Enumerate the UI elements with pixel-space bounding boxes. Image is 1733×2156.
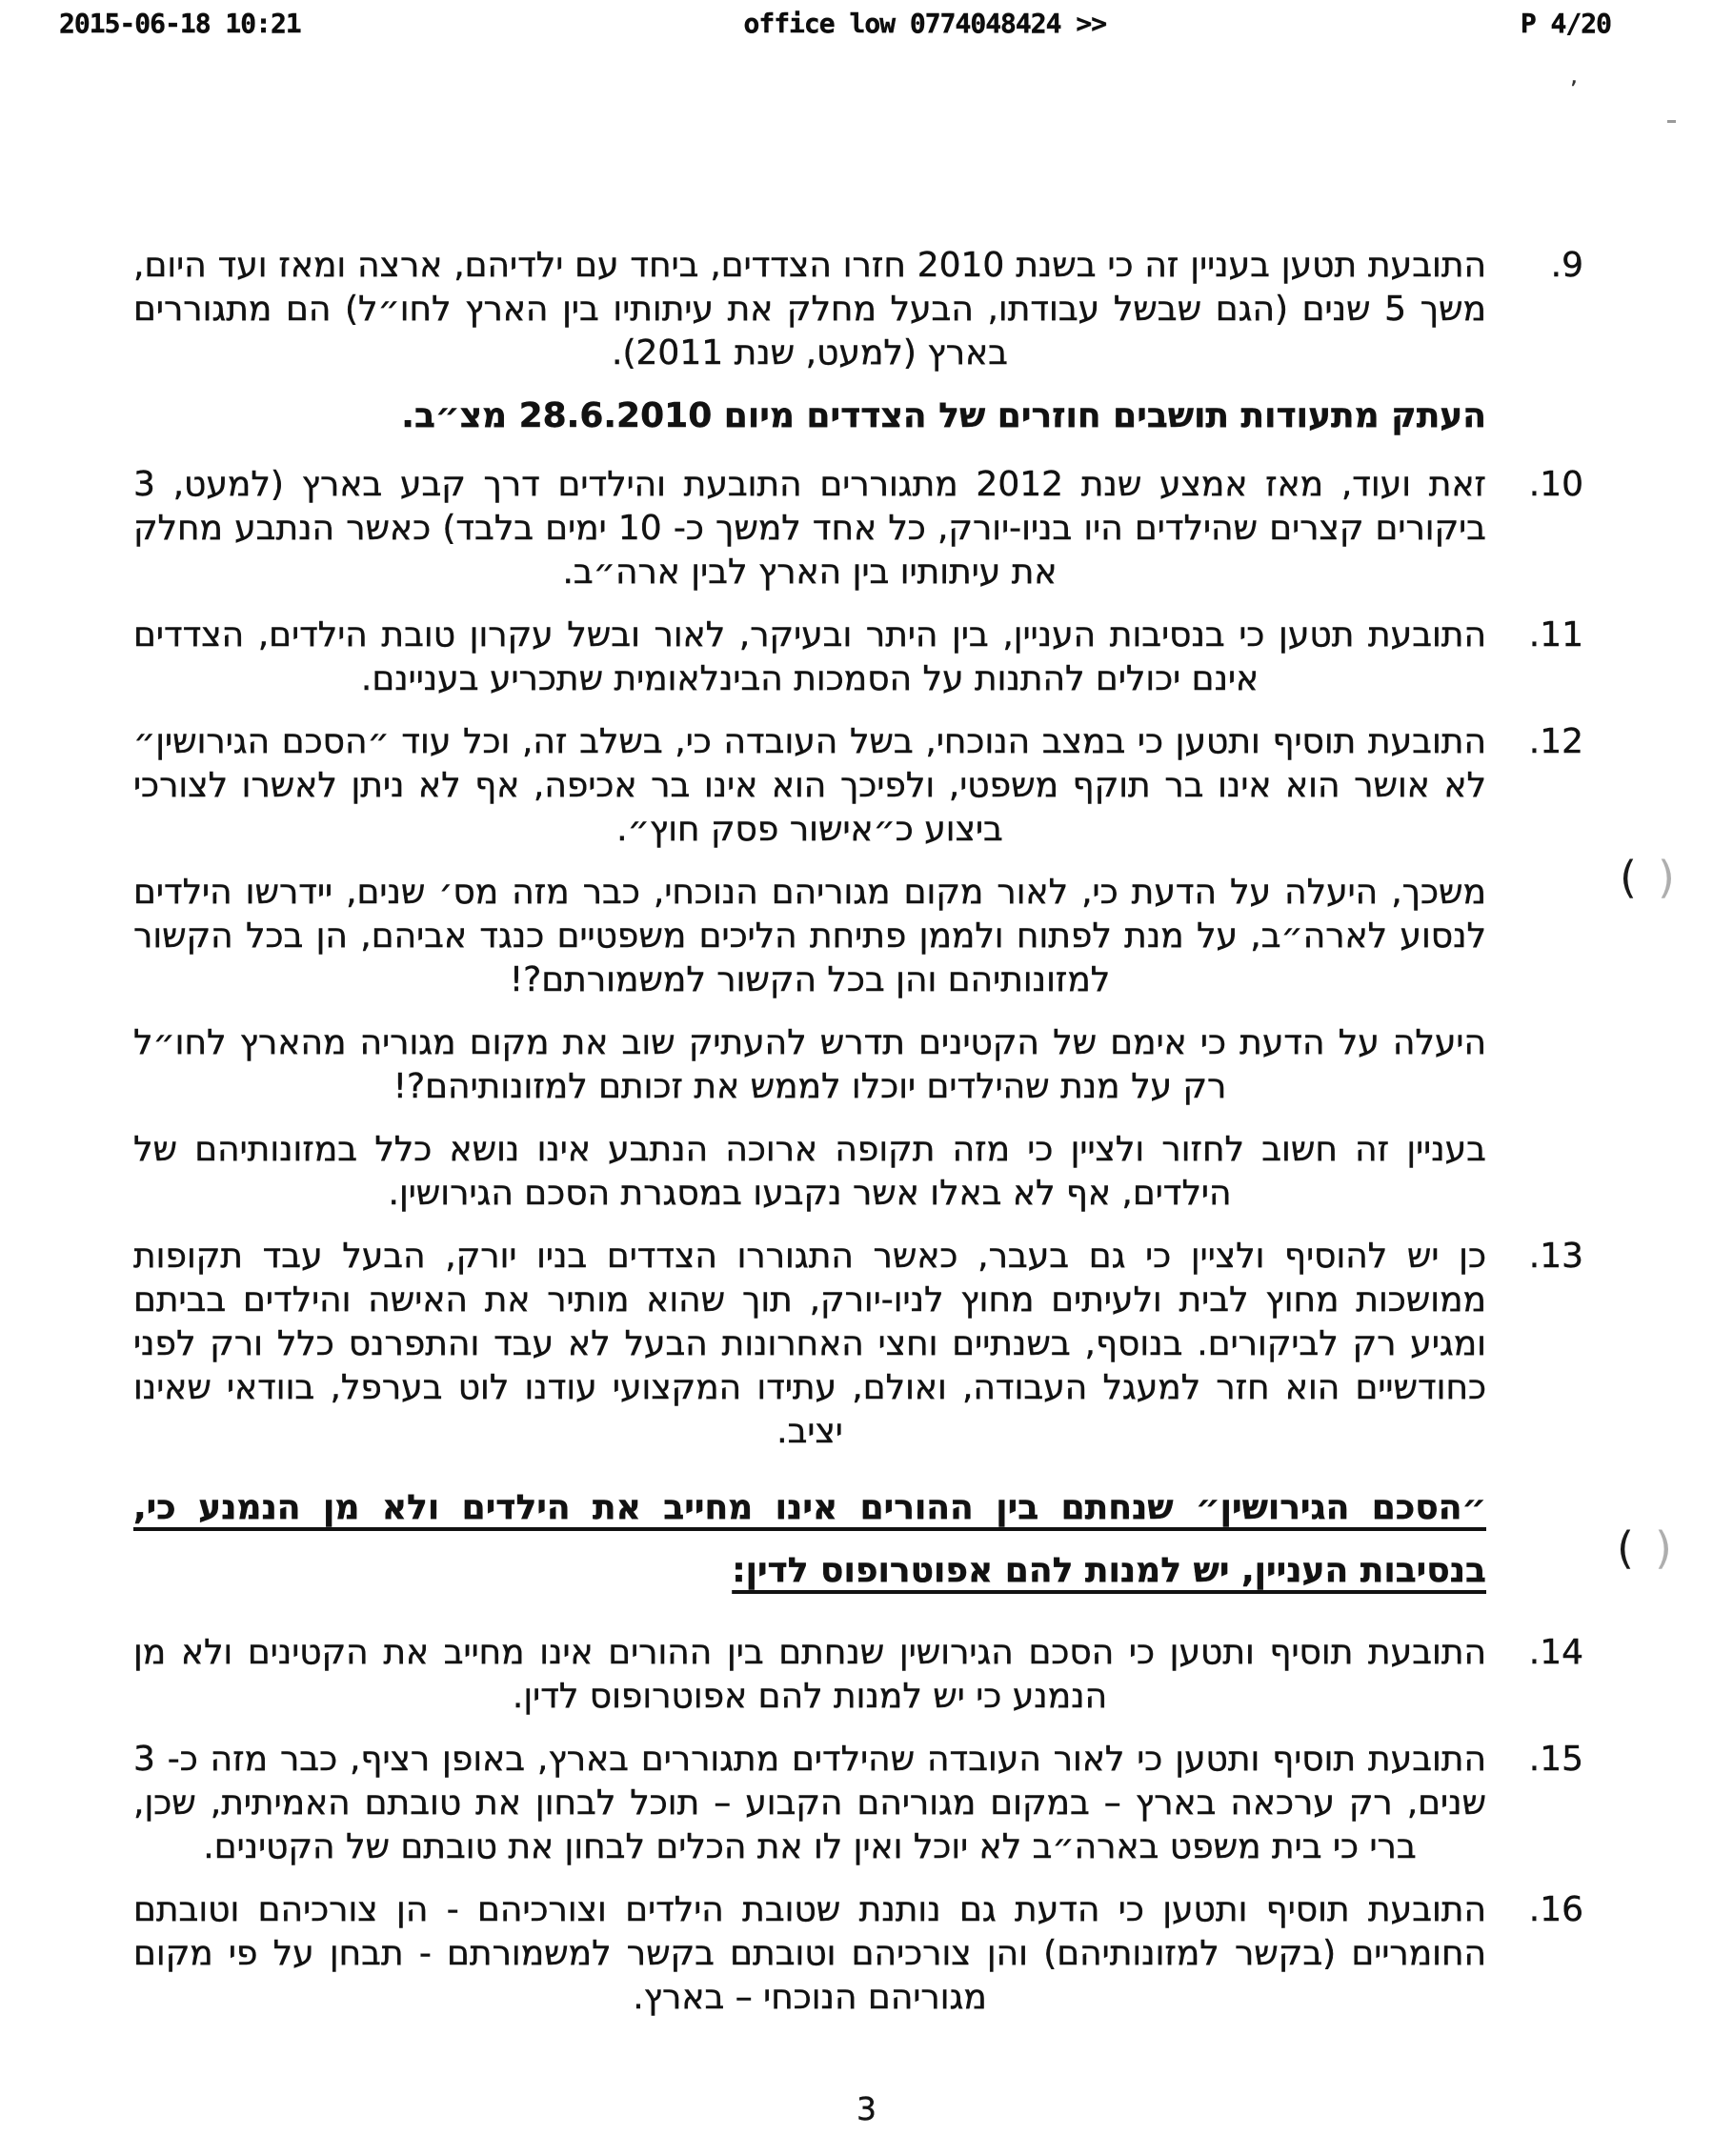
handwritten-paren-mark (1620, 852, 1675, 903)
paragraph-number: 11. (1528, 615, 1583, 655)
fax-timestamp: 2015-06-18 10:21 (59, 8, 301, 39)
page-number: 3 (856, 2090, 877, 2127)
paragraph-number: 9. (1550, 246, 1583, 285)
paragraph-text: התובעת תוסיף ותטען כי הדעת גם נותנת שטובת הילדים וצורכיהם - הן צורכיהם וטובתם החומריים (בקשר למזונותיהם) והן צורכיהם וטובתם בקשר למשמורתם - תבחן על פי מקום מגוריהם הנוכחי – בארץ. (133, 1890, 1486, 2017)
paragraph-number: 13. (1528, 1237, 1583, 1276)
scan-speck-dash (1667, 120, 1676, 123)
fax-header (0, 8, 1733, 39)
paragraph-number: 15. (1528, 1740, 1583, 1779)
paragraph-text: התובעת תטען כי בנסיבות העניין, בין היתר ובעיקר, לאור ובשל עקרון טובת הילדים, הצדדים אינם יכולים להתנות על הסמכות הבינלאומית שתכריע בעניינם. (133, 615, 1486, 698)
paragraph-number: 12. (1528, 722, 1583, 761)
paren-close-glyph: ) (1654, 1522, 1672, 1574)
scan-speck-tick: ’ (1570, 76, 1578, 103)
fax-page-indicator: P 4/20 (1520, 8, 1611, 39)
paragraph-text: כן יש להוסיף ולציין כי גם בעבר, כאשר התגוררו הצדדים בניו יורק, הבעל עבד תקופות ממושכות מחוץ לבית ולעיתים מחוץ לניו-יורק, תוך שהוא מותיר את האישה והילדים בביתם ומגיע רק לביקורים. בנוסף, בשנתיים וחצי האחרונות הבעל לא עבד והתפרנס כלל ורק לפני כחודשיים הוא חזר למעגל העבודה, ואולם, עתידו המקצועי עודנו לוט בערפל, בוודאי שאינו יציב. (133, 1237, 1486, 1451)
paren-open-glyph: ( (1617, 1522, 1634, 1574)
paragraph-13 (133, 1235, 1583, 1454)
fax-sender-id: office low 0774048424 >> (743, 8, 1107, 39)
document-body (133, 244, 1583, 2039)
paragraph-12 (133, 720, 1583, 852)
unnumbered-paragraph: בעניין זה חשוב לחזור ולציין כי מזה תקופה ארוכה הנתבע אינו נושא כלל במזונותיהם של הילדים, אף לא באלו אשר נקבעו במסגרת הסכם הגירושין. (133, 1130, 1486, 1213)
paragraph-text: התובעת תטען בעניין זה כי בשנת 2010 חזרו הצדדים, ביחד עם ילדיהם, ארצה ומאז ועד היום, משך 5 שנים (הגם שבשל עבודתו, הבעל מחלק את עיתותיו בין הארץ לחו״ל) הם מתגוררים בארץ (למעט, שנת 2011). (133, 246, 1486, 373)
paragraph-14 (133, 1631, 1583, 1719)
paragraph-16 (133, 1888, 1583, 2020)
handwritten-paren-mark (1617, 1522, 1672, 1574)
attachment-note: העתק מתעודות תושבים חוזרים של הצדדים מיום 28.6.2010 מצ״ב. (401, 396, 1486, 435)
paragraph-text: התובעת תוסיף ותטען כי לאור העובדה שהילדים מתגוררים בארץ, באופן רציף, כבר מזה כ- 3 שנים, רק ערכאה בארץ – במקום מגוריהם הקבוע – תוכל לבחון את טובתם האמיתית, שכן, ברי כי בית משפט בארה״ב לא יוכל ואין לו את הכלים לבחון את טובתם של הקטינים. (133, 1740, 1486, 1866)
paragraph-number: 14. (1528, 1633, 1583, 1672)
paragraph-number: 16. (1528, 1890, 1583, 1929)
paragraph-11 (133, 614, 1583, 701)
paragraph-text: התובעת תוסיף ותטען כי הסכם הגירושין שנחתם בין ההורים אינו מחייב את הקטינים ולא מן הנמנע כי יש למנות להם אפוטרופוס לדין. (133, 1633, 1486, 1716)
unnumbered-paragraph: משכך, היעלה על הדעת כי, לאור מקום מגוריהם הנוכחי, כבר מזה מס׳ שנים, יידרשו הילדים לנסוע לארה״ב, על מנת לפתוח ולממן פתיחת הליכים משפטיים כנגד אביהם, הן בכל הקשור למזונותיהם והן בכל הקשור למשמורתם?! (133, 873, 1486, 999)
paragraph-number: 10. (1528, 465, 1583, 504)
paragraph-9 (133, 244, 1583, 375)
paragraph-text: זאת ועוד, מאז אמצע שנת 2012 מתגוררים התובעת והילדים דרך קבע בארץ (למעט, 3 ביקורים קצרים שהילדים היו בניו-יורק, כל אחד למשך כ- 10 ימים בלבד) כאשר הנתבע מחלק את עיתותיו בין הארץ לבין ארה״ב. (133, 465, 1486, 592)
paren-open-glyph: ( (1620, 852, 1637, 903)
paren-close-glyph: ) (1657, 852, 1675, 903)
paragraph-15 (133, 1738, 1583, 1869)
paragraph-10 (133, 463, 1583, 594)
section-heading: ״הסכם הגירושין״ שנחתם בין ההורים אינו מחייב את הילדים ולא מן הנמנע כי, בנסיבות העניין, יש למנות להם אפוטרופוס לדין: (133, 1488, 1486, 1590)
unnumbered-paragraph: היעלה על הדעת כי אימם של הקטינים תדרש להעתיק שוב את מקום מגוריה מהארץ לחו״ל רק על מנת שהילדים יוכלו לממש את זכותם למזונותיהם?! (133, 1023, 1486, 1106)
paragraph-text: התובעת תוסיף ותטען כי במצב הנוכחי, בשל העובדה כי, בשלב זה, וכל עוד ״הסכם הגירושין״ לא אושר הוא אינו בר תוקף משפטי, ולפיכך הוא אינו בר אכיפה, אף לא ניתן לאשרו לצורכי ביצוע כ״אישור פסק חוץ״. (133, 722, 1486, 849)
